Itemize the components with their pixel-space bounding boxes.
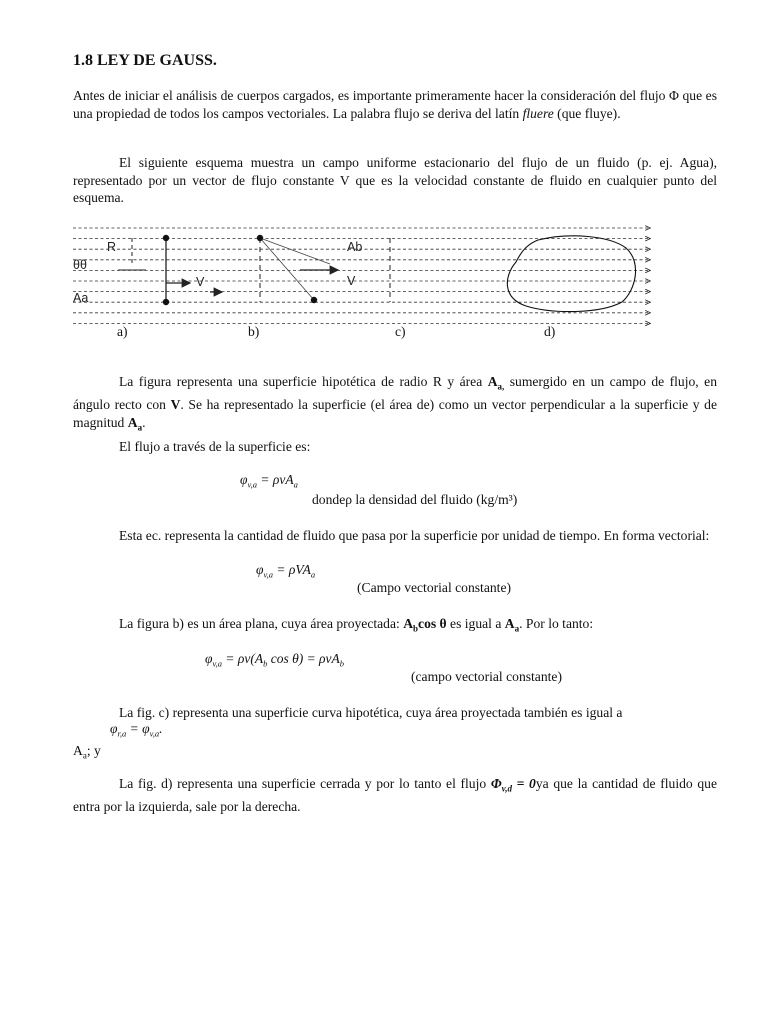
label-Aa: Aa — [73, 291, 89, 305]
caption-c: c) — [395, 324, 406, 339]
equation-2: $\varphi_{v,a} = \rho VA_a$ — [256, 562, 316, 580]
equation-4: $\varphi_{r,a} = \varphi_{v,a}$. — [110, 721, 163, 739]
paragraph-figure-c-tail: $A_a$; y — [73, 743, 101, 761]
flow-field-figure — [70, 218, 660, 348]
paragraph-scheme: El siguiente esquema muestra un campo uniforme estacionario del flujo de un fluido (p. ej. Agua), representado por un vector de flujo constante V que es la velocidad constante de fluido en cualquier punto del esquema. — [73, 155, 717, 205]
label-V-b: V — [347, 274, 356, 288]
paragraph-flux-intro: El flujo a través de la superficie es: — [119, 439, 311, 454]
equation-3-note: (campo vectorial constante) — [411, 669, 562, 684]
paragraph-vector-form: Esta ec. representa la cantidad de fluido que pasa por la superficie por unidad de tiempo. En forma vectorial: — [119, 528, 710, 543]
paragraph-figure-b: La figura b) es un área plana, cuya área proyectada: $A_b\cos$ θ es igual a $A_a$. Por lo tanto: — [119, 616, 594, 634]
section-title: 1.8 LEY DE GAUSS. — [73, 52, 217, 69]
label-theta: θθ — [73, 258, 87, 272]
label-V-a: V — [196, 275, 205, 289]
surface-a-bottom-dot — [163, 299, 169, 305]
surface-b-bottom-dot — [311, 297, 317, 303]
closed-surface-d — [507, 236, 635, 312]
paragraph-figure-d: La fig. d) representa una superficie cerrada y por lo tanto el flujo $\Phi_{v,d} = 0ya$ que la cantidad de fluido que entra por la izquierda, sale por la derecha. — [73, 776, 717, 815]
equation-1-note: dondeρ la densidad del fluido (kg/m³) — [312, 492, 518, 507]
caption-b: b) — [248, 324, 260, 339]
equation-1: $\varphi_{v,a} = \rho vA_a$ — [240, 472, 298, 490]
equation-2-note: (Campo vectorial constante) — [357, 580, 512, 595]
paragraph-figure-description: La figura representa una superficie hipotética de radio R y área $A_{a,}$ sumergido en un campo de flujo, en ángulo recto con V. Se ha representado la superficie (el área de) como un vector perpendicular a la superficie y de magnitud $A_a$. — [73, 374, 717, 433]
caption-d: d) — [544, 324, 556, 339]
label-R: R — [107, 240, 117, 254]
surface-a-top-dot — [163, 235, 169, 241]
label-Ab: Ab — [347, 240, 363, 254]
surface-b-top-dot — [257, 235, 263, 241]
surface-b-plane — [260, 238, 314, 300]
caption-a: a) — [117, 324, 128, 339]
paragraph-intro: Antes de iniciar el análisis de cuerpos cargados, es importante primeramente hacer la consideración del flujo Φ que es una propiedad de todos los campos vectoriales. La palabra flujo se deriva del latín fluere (que fluye). — [73, 88, 717, 121]
paragraph-figure-c: La fig. c) representa una superficie curva hipotética, cuya área proyectada también es igual a — [119, 705, 623, 720]
equation-3: $\varphi_{v,a} = \rho v(A_b$ cos θ) = ρvA$_b$ — [205, 651, 345, 669]
